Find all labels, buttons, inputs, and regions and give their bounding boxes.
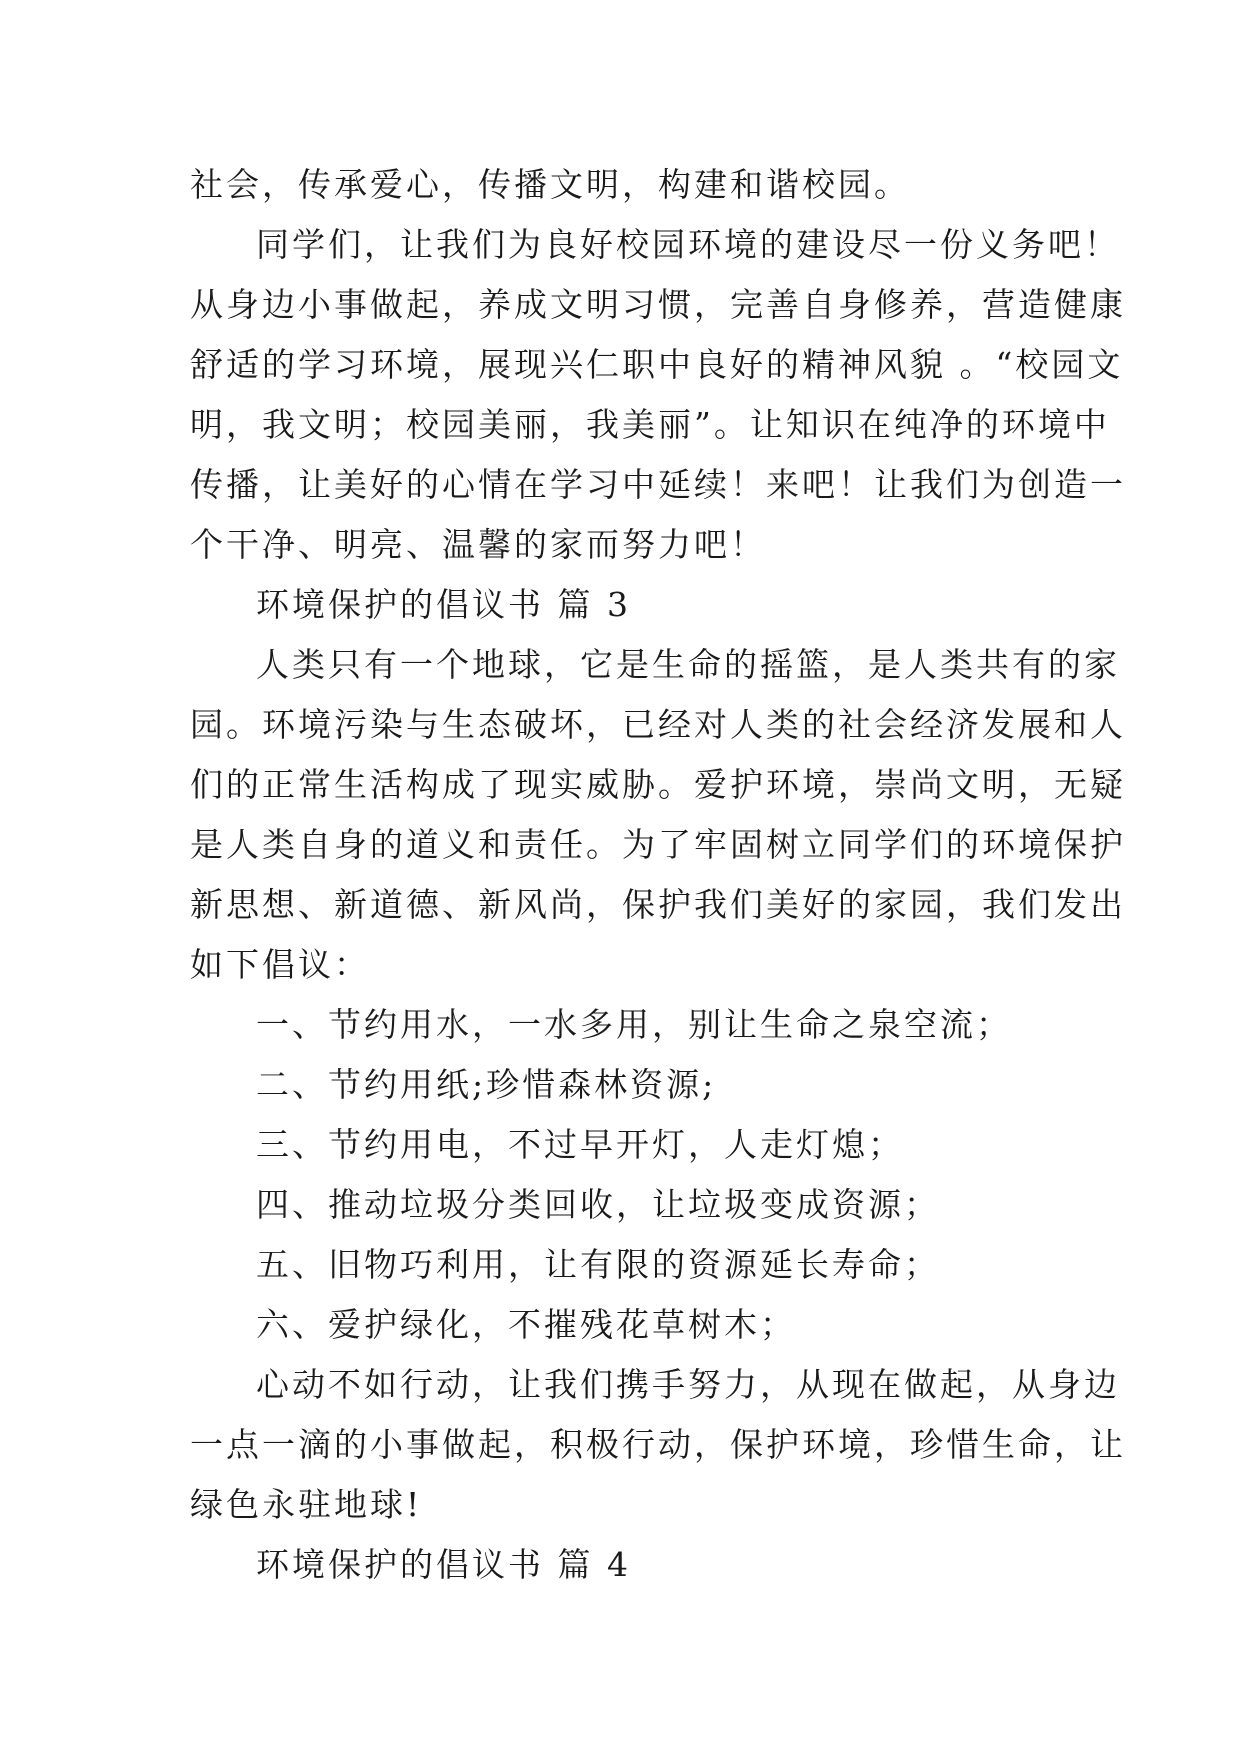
text-line: 同学们，让我们为良好校园环境的建设尽一份义务吧！	[256, 225, 1120, 264]
list-item: 六、爱护绿化，不摧残花草树木；	[256, 1305, 796, 1344]
list-item: 四、推动垃圾分类回收，让垃圾变成资源；	[256, 1185, 940, 1224]
text-line: 舒适的学习环境，展现兴仁职中良好的精神风貌 。“校园文	[190, 345, 1124, 384]
text-line: 们的正常生活构成了现实威胁。爱护环境，崇尚文明，无疑	[190, 765, 1126, 804]
text-line: 从身边小事做起，养成文明习惯，完善自身修养，营造健康	[190, 285, 1126, 324]
text-line: 园。环境污染与生态破坏，已经对人类的社会经济发展和人	[190, 705, 1126, 744]
text-line: 个干净、明亮、温馨的家而努力吧！	[190, 525, 766, 564]
section-heading: 环境保护的倡议书 篇 3	[256, 585, 631, 624]
document-body	[190, 155, 1126, 1595]
text-line: 绿色永驻地球!	[190, 1485, 423, 1524]
section-heading: 环境保护的倡议书 篇 4	[256, 1545, 631, 1584]
list-item: 三、节约用电，不过早开灯，人走灯熄；	[256, 1125, 904, 1164]
text-line: 传播，让美好的心情在学习中延续！来吧！让我们为创造一	[190, 465, 1126, 504]
text-line: 心动不如行动，让我们携手努力，从现在做起，从身边	[256, 1365, 1120, 1404]
list-item: 一、节约用水，一水多用，别让生命之泉空流；	[256, 1005, 1012, 1044]
text-line: 新思想、新道德、新风尚，保护我们美好的家园，我们发出	[190, 885, 1126, 924]
text-line: 如下倡议：	[190, 945, 370, 984]
list-item: 五、旧物巧利用，让有限的资源延长寿命；	[256, 1245, 940, 1284]
text-line: 社会，传承爱心，传播文明，构建和谐校园。	[190, 165, 910, 204]
text-line: 一点一滴的小事做起，积极行动，保护环境，珍惜生命，让	[190, 1425, 1126, 1464]
text-line: 是人类自身的道义和责任。为了牢固树立同学们的环境保护	[190, 825, 1126, 864]
text-line: 人类只有一个地球，它是生命的摇篮，是人类共有的家	[256, 645, 1120, 684]
text-line: 明，我文明；校园美丽，我美丽”。让知识在纯净的环境中	[190, 405, 1110, 444]
list-item: 二、节约用纸;珍惜森林资源;	[256, 1065, 717, 1104]
